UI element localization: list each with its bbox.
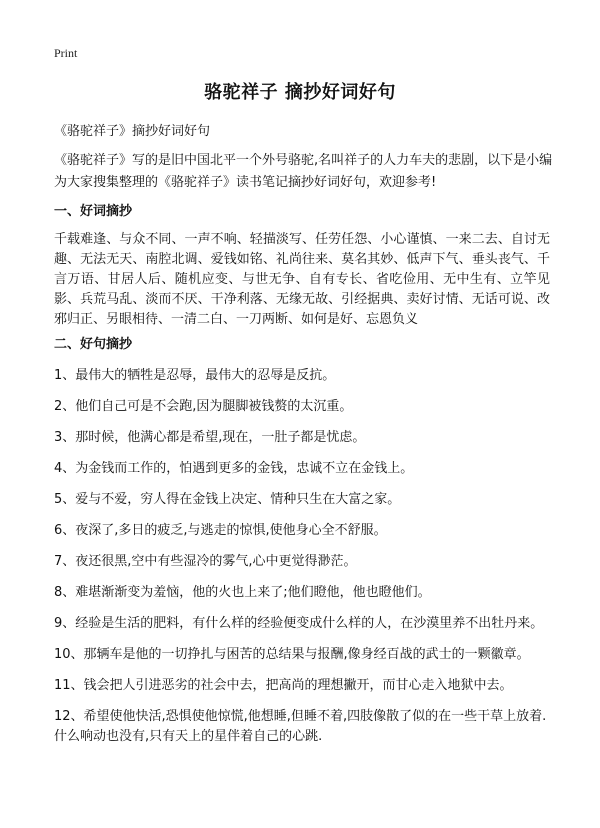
sentence-list [54,366,554,758]
sentence-item: 12、希望使他快活,恐惧使他惊慌,他想睡,但睡不着,四肢像散了似的在一些干草上放着.什么响动也没有,只有天上的星伴着自己的心跳. [54,709,547,744]
intro-paragraph: 《骆驼祥子》写的是旧中国北平一个外号骆驼,名叫祥子的人力车夫的悲剧，以下是小编为大家搜集整理的《骆驼祥子》读书笔记摘抄好词好句，欢迎参考! [54,153,553,190]
sentence-item: 10、那辆车是他的一切挣扎与困苦的总结果与报酬,像身经百战的武士的一颗徽章。 [54,647,530,662]
sentences-section-heading: 二、好句摘抄 [54,337,133,352]
sentence-item: 7、夜还很黑,空中有些湿冷的雾气,心中更觉得渺茫。 [54,554,357,569]
sentence-item: 8、难堪渐渐变为羞恼，他的火也上来了;他们瞪他，他也瞪他们。 [54,585,431,600]
sentence-item: 9、经验是生活的肥料，有什么样的经验便变成什么样的人，在沙漠里养不出牡丹来。 [54,616,544,631]
sentence-item: 1、最伟大的牺牲是忍辱，最伟大的忍辱是反抗。 [54,368,336,383]
sentence-item: 4、为金钱而工作的，怕遇到更多的金钱，忠诚不立在金钱上。 [54,461,414,476]
sentence-item: 6、夜深了,多日的疲乏,与逃走的惊惧,使他身心全不舒服。 [54,523,387,538]
print-link[interactable]: Print [54,46,78,60]
page-title: 骆驼祥子 摘抄好词好句 [204,82,396,103]
words-paragraph: 千载难逢、与众不同、一声不响、轻描淡写、任劳任怨、小心谨慎、一来二去、自讨无趣、无法无天、南腔北调、爱钱如铭、礼尚往来、莫名其妙、低声下气、垂头丧气、千言万语、甘居人后、随机应变、与世无争、自有专长、省吃俭用、无中生有、立竿见影、兵荒马乱、淡而不厌、干净利落、无缘无故、引经据典、卖好讨情、无话可说、改邪归正、另眼相待、一清二白、一刀两断、如何是好、忘恩负义 [54,232,550,327]
sentence-item: 2、他们自己可是不会跑,因为腿脚被钱赘的太沉重。 [54,399,353,414]
words-section-heading: 一、好词摘抄 [54,204,133,219]
sentence-item: 5、爱与不爱，穷人得在金钱上决定、情种只生在大富之家。 [54,492,401,507]
sentence-item: 3、那时候，他满心都是希望,现在，一肚子都是忧虑。 [54,430,366,445]
sentence-item: 11、钱会把人引进恶劣的社会中去，把高尚的理想撇开，而甘心走入地狱中去。 [54,678,513,693]
page-subtitle: 《骆驼祥子》摘抄好词好句 [54,124,211,139]
